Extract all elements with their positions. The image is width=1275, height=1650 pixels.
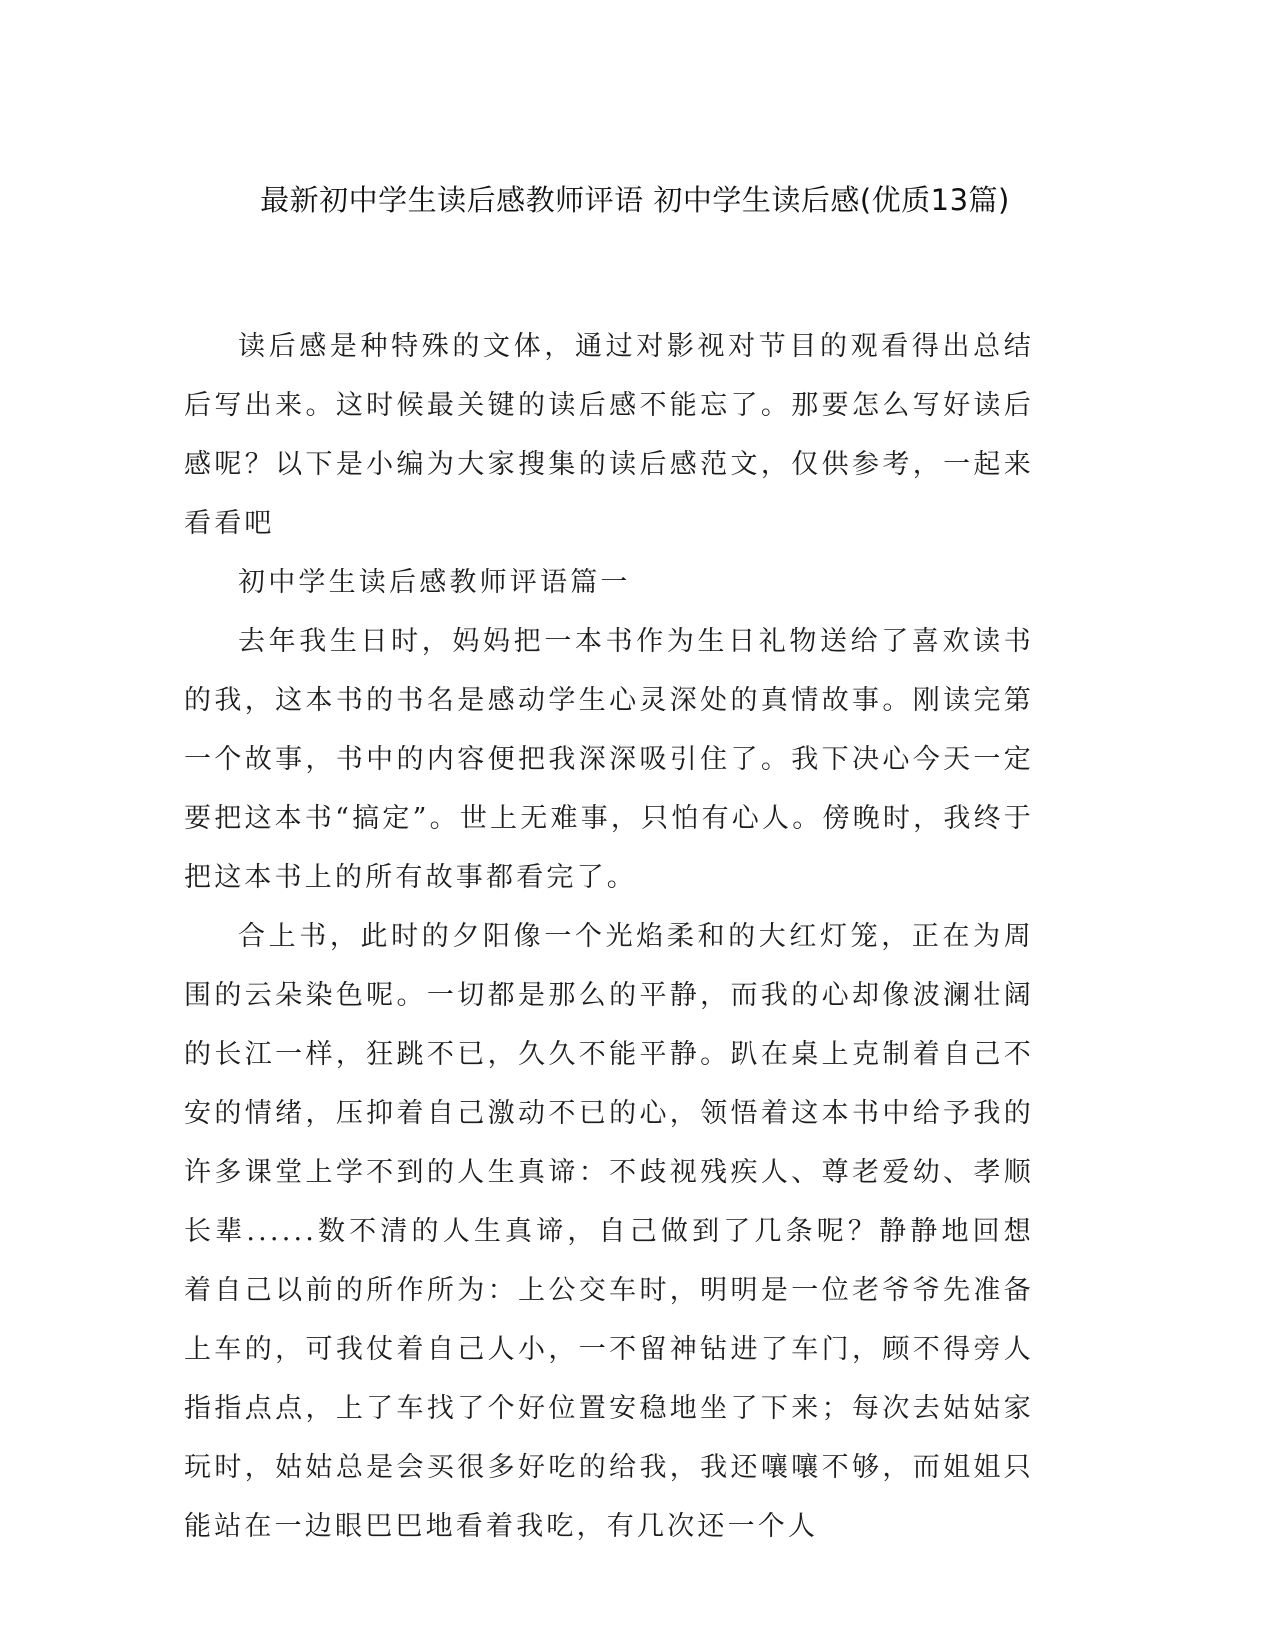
section-heading: 初中学生读后感教师评语篇一 (238, 567, 631, 598)
document-body (184, 317, 1034, 1556)
body-paragraph: 去年我生日时，妈妈把一本书作为生日礼物送给了喜欢读书的我，这本书的书名是感动学生心灵深处的真情故事。刚读完第一个故事，书中的内容便把我深深吸引住了。我下决心今天一定要把这本书“搞定”。世上无难事，只怕有心人。傍晚时，我终于把这本书上的所有故事都看完了。 (184, 626, 1034, 893)
body-paragraph: 合上书，此时的夕阳像一个光焰柔和的大红灯笼，正在为周围的云朵染色呢。一切都是那么的平静，而我的心却像波澜壮阔的长江一样，狂跳不已，久久不能平静。趴在桌上克制着自己不安的情绪，压抑着自己激动不已的心，领悟着这本书中给予我的许多课堂上学不到的人生真谛：不歧视残疾人、尊老爱幼、孝顺长辈......数不清的人生真谛，自己做到了几条呢？静静地回想着自己以前的所作所为：上公交车时，明明是一位老爷爷先准备上车的，可我仗着自己人小，一不留神钻进了车门，顾不得旁人指指点点，上了车找了个好位置安稳地坐了下来；每次去姑姑家玩时，姑姑总是会买很多好吃的给我，我还嚷嚷不够，而姐姐只能站在一边眼巴巴地看着我吃，有几次还一个人 (184, 921, 1034, 1542)
intro-paragraph: 读后感是种特殊的文体，通过对影视对节目的观看得出总结后写出来。这时候最关键的读后感不能忘了。那要怎么写好读后感呢？以下是小编为大家搜集的读后感范文，仅供参考，一起来看看吧 (184, 331, 1034, 539)
document-title: 最新初中学生读后感教师评语 初中学生读后感(优质13篇) (260, 183, 1010, 217)
